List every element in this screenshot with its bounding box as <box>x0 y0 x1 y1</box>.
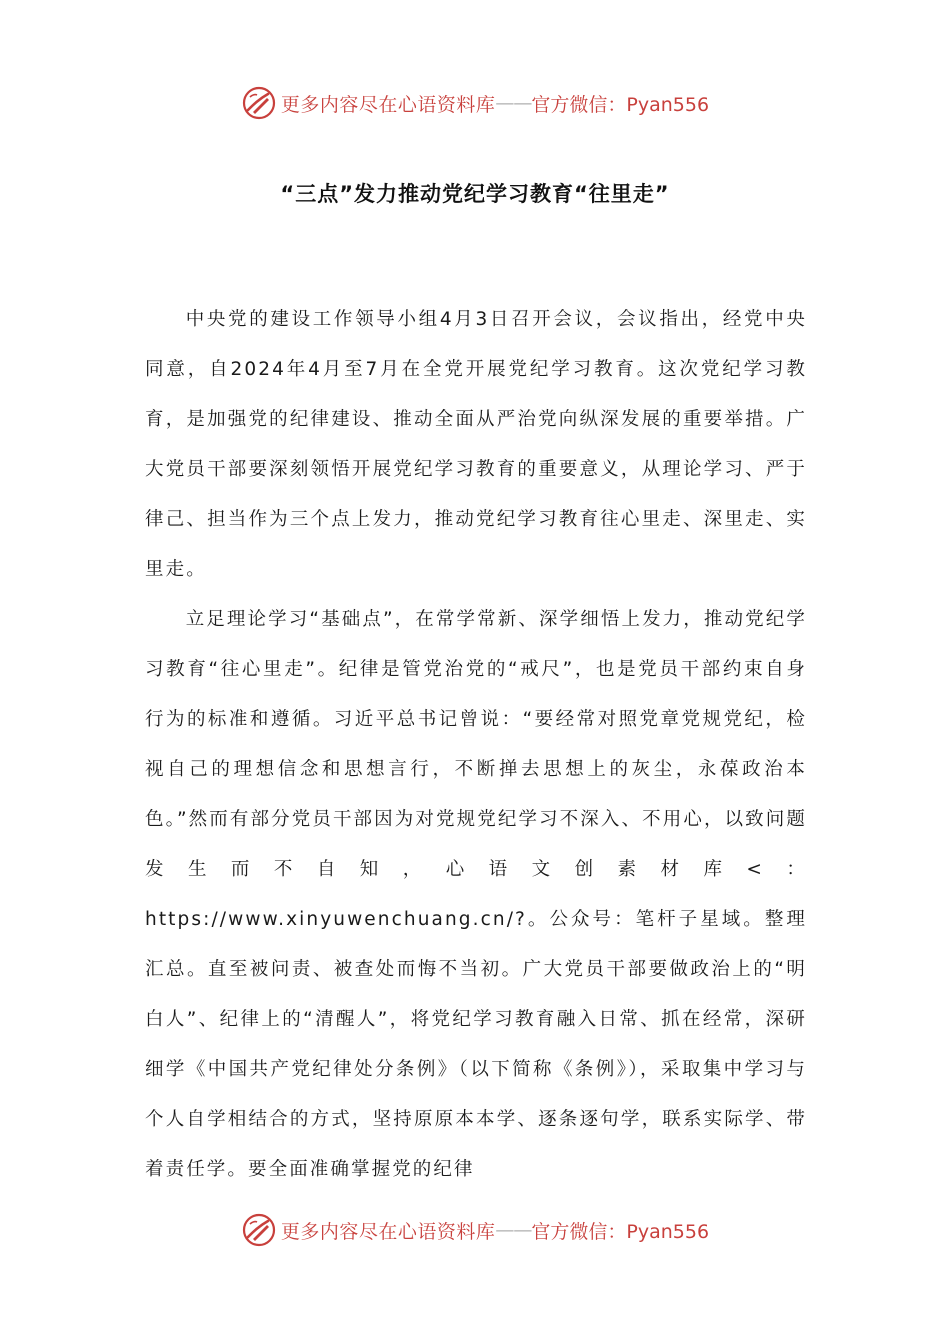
footer-banner-text: 更多内容尽在心语资料库 <box>280 1220 496 1243</box>
footer-watermark-banner <box>0 1208 950 1252</box>
pen-circle-logo-icon <box>241 85 277 121</box>
pen-circle-logo-icon <box>241 1212 277 1248</box>
footer-banner-wechat: 官方微信：Pyan556 <box>531 1220 710 1243</box>
header-banner-text: 更多内容尽在心语资料库 <box>280 93 496 116</box>
document-body <box>145 295 807 1195</box>
document-title: “三点”发力推动党纪学习教育“往里走” <box>280 182 670 206</box>
paragraph: 中央党的建设工作领导小组4月3日召开会议，会议指出，经党中央同意，自2024年4月至7月在全党开展党纪学习教育。这次党纪学习教育，是加强党的纪律建设、推动全面从严治党向纵深发展的重要举措。广大党员干部要深刻领悟开展党纪学习教育的重要意义，从理论学习、严于律己、担当作为三个点上发力，推动党纪学习教育往心里走、深里走、实里走。 <box>145 309 807 580</box>
header-banner-dash: —— <box>495 92 532 114</box>
paragraph: 立足理论学习“基础点”，在常学常新、深学细悟上发力，推动党纪学习教育“往心里走”。纪律是管党治党的“戒尺”，也是党员干部约束自身行为的标准和遵循。习近平总书记曾说：“要经常对照党章党规党纪，检视自己的理想信念和思想言行，不断掸去思想上的灰尘，永葆政治本色。”然而有部分党员干部因为对党规党纪学习不深入、不用心，以致问题发生而不自知，心语文创素材库<：https://www.xinyuwenchuang.cn/?。公众号：笔杆子星域。整理汇总。直至被问责、被查处而悔不当初。广大党员干部要做政治上的“明白人”、纪律上的“清醒人”，将党纪学习教育融入日常、抓在经常，深研细学《中国共产党纪律处分条例》（以下简称《条例》），采取集中学习与个人自学相结合的方式，坚持原原本本学、逐条逐句学，联系实际学、带着责任学。要全面准确掌握党的纪律 <box>145 609 807 1180</box>
header-banner-wechat: 官方微信：Pyan556 <box>531 93 710 116</box>
footer-banner-dash: —— <box>495 1219 532 1241</box>
header-watermark-banner <box>0 81 950 125</box>
